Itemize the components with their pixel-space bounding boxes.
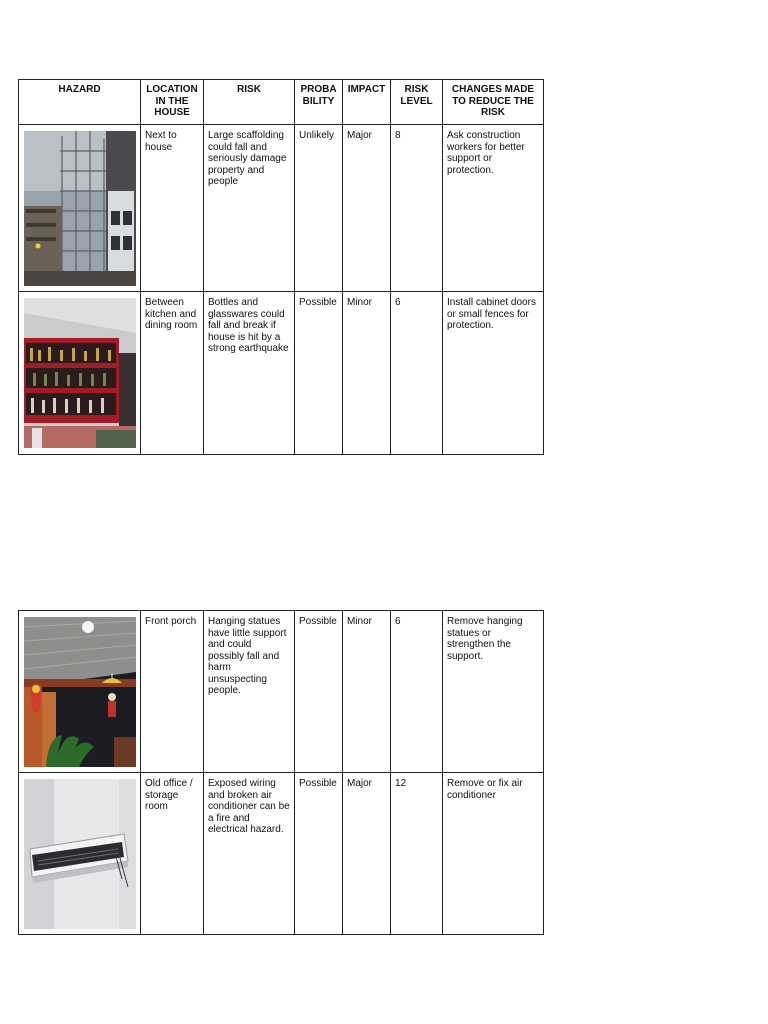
- probability-cell: Unlikely: [295, 125, 343, 292]
- header-probability: PROBA BILITY: [295, 80, 343, 125]
- risk-assessment-table: [18, 79, 544, 455]
- location-cell: Next to house: [141, 125, 204, 292]
- table-row: [19, 773, 544, 935]
- header-hazard: HAZARD: [19, 80, 141, 125]
- hazard-cell: [19, 611, 141, 773]
- changes-cell: Remove or fix air conditioner: [443, 773, 544, 935]
- changes-cell: Remove hanging statues or strengthen the support.: [443, 611, 544, 773]
- risk-cell: Exposed wiring and broken air conditioner can be a fire and electrical hazard.: [204, 773, 295, 935]
- probability-cell: Possible: [295, 611, 343, 773]
- changes-cell: Ask construction workers for better support or protection.: [443, 125, 544, 292]
- header-changes: CHANGES MADE TO REDUCE THE RISK: [443, 80, 544, 125]
- location-cell: Between kitchen and dining room: [141, 292, 204, 455]
- air-conditioner-photo: [24, 779, 136, 929]
- location-cell: Old office / storage room: [141, 773, 204, 935]
- risk-level-cell: 6: [391, 611, 443, 773]
- hazard-cell: [19, 773, 141, 935]
- risk-level-cell: 6: [391, 292, 443, 455]
- risk-level-cell: 12: [391, 773, 443, 935]
- probability-cell: Possible: [295, 292, 343, 455]
- impact-cell: Major: [343, 125, 391, 292]
- risk-level-cell: 8: [391, 125, 443, 292]
- impact-cell: Minor: [343, 292, 391, 455]
- hazard-cell: [19, 292, 141, 455]
- hanging-statues-photo: [24, 617, 136, 767]
- header-row: [19, 80, 544, 125]
- probability-cell: Possible: [295, 773, 343, 935]
- table-row: [19, 292, 544, 455]
- table-row: [19, 611, 544, 773]
- risk-cell: Large scaffolding could fall and seriously damage property and people: [204, 125, 295, 292]
- impact-cell: Major: [343, 773, 391, 935]
- header-impact: IMPACT: [343, 80, 391, 125]
- header-risk-level: RISK LEVEL: [391, 80, 443, 125]
- risk-assessment-table-continued: [18, 610, 544, 935]
- location-cell: Front porch: [141, 611, 204, 773]
- hazard-cell: [19, 125, 141, 292]
- changes-cell: Install cabinet doors or small fences for protection.: [443, 292, 544, 455]
- header-risk: RISK: [204, 80, 295, 125]
- risk-cell: Bottles and glasswares could fall and break if house is hit by a strong earthquake: [204, 292, 295, 455]
- header-location: LOCATION IN THE HOUSE: [141, 80, 204, 125]
- table-row: [19, 125, 544, 292]
- impact-cell: Minor: [343, 611, 391, 773]
- risk-cell: Hanging statues have little support and could possibly fall and harm unsuspecting people.: [204, 611, 295, 773]
- scaffolding-photo: [24, 131, 136, 286]
- bottle-shelf-photo: [24, 298, 136, 448]
